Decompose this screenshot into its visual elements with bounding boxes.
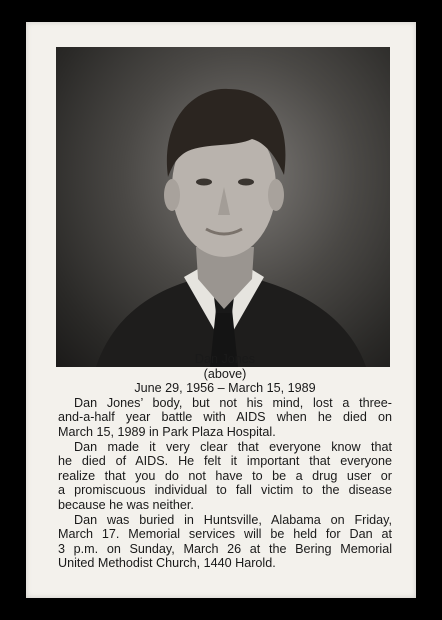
paragraph-3-line: United Methodist Church, 1440 Harold.	[58, 556, 276, 571]
paragraph-1-line: and-a-half year battle with AIDS when he died on	[58, 410, 392, 425]
paragraph-1-line: March 15, 1989 in Park Plaza Hospital.	[58, 424, 276, 439]
portrait-photo	[56, 47, 390, 367]
paragraph-3	[58, 513, 392, 571]
paragraph-2-line: Dan made it very clear that everyone know that	[74, 439, 392, 454]
photo-caption: (above)	[203, 366, 247, 381]
paragraph-3-line: March 17. Memorial services will be held for Dan at	[58, 527, 392, 542]
obituary-page	[26, 22, 416, 598]
paragraph-3-line: Dan was buried in Huntsville, Alabama on Friday,	[74, 512, 392, 527]
paragraph-1	[58, 396, 392, 440]
person-name: Dan Jones	[194, 352, 256, 366]
paragraph-1-line: Dan Jones’ body, but not his mind, lost a three-	[74, 395, 392, 410]
paragraph-2-line: he died of AIDS. He felt it important that everyone	[58, 454, 392, 469]
obituary-text	[58, 350, 392, 571]
paragraph-2-line: realize that you do not have to be a drug user or	[58, 468, 392, 483]
paragraph-2-line: because he was neither.	[58, 497, 194, 512]
life-dates: June 29, 1956 – March 15, 1989	[134, 381, 316, 396]
paragraph-2	[58, 440, 392, 513]
portrait-illustration	[56, 47, 390, 367]
paragraph-2-line: a promiscuous individual to fall victim to the disease	[58, 483, 392, 498]
paragraph-3-line: 3 p.m. on Sunday, March 26 at the Bering Memorial	[58, 541, 392, 556]
